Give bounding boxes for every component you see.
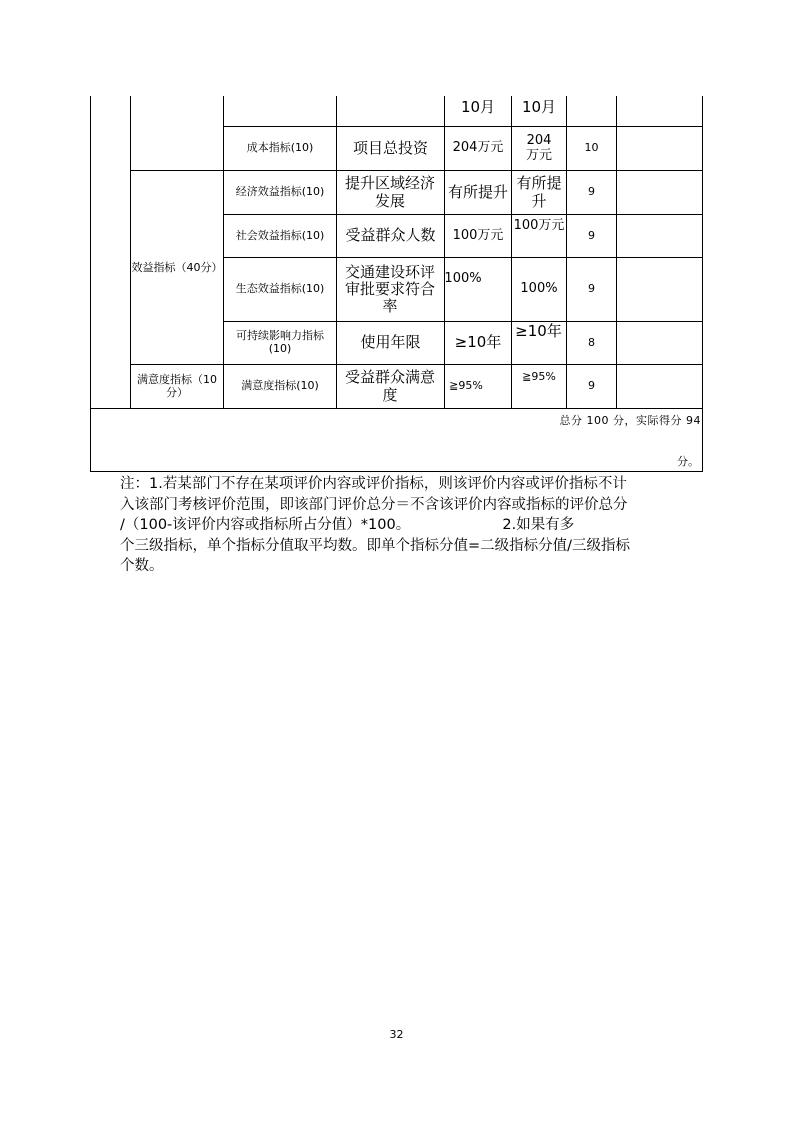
border-bottom <box>90 471 703 472</box>
target-value: 100% <box>444 270 482 286</box>
actual-value: ≧95% <box>522 369 556 383</box>
actual-value: ≥10年 <box>515 322 562 341</box>
third-level-indicator: 可持续影响力指标(10) <box>236 329 324 355</box>
score-value: 9 <box>588 228 595 242</box>
actual-value: 100万元 <box>513 217 565 233</box>
row-line-7 <box>90 408 703 409</box>
score-value: 9 <box>588 379 595 393</box>
indicator-name: 提升区域经济发展 <box>344 174 435 210</box>
performance-table <box>90 96 703 472</box>
total-score-suffix: 分。 <box>677 455 699 468</box>
third-level-indicator: 经济效益指标(10) <box>235 185 325 199</box>
footnote-line: 注：1.若某部门不存在某项评价内容或评价指标，则该评价内容或评价指标不计 <box>120 476 627 492</box>
indicator-name: 使用年限 <box>360 333 421 352</box>
footnote-line: /（100-该评价内容或指标所占分值）*100。 2.如果有多 <box>120 517 575 533</box>
actual-value: 有所提升 <box>516 174 562 210</box>
total-score-text: 总分 100 分，实际得分 94 <box>559 414 701 427</box>
score-value: 10 <box>584 141 599 155</box>
footnote-line: 入该部门考核评价范围，即该部门评价总分＝不含该评价内容或指标的评价总分 <box>120 496 628 513</box>
indicator-name: 受益群众人数 <box>345 226 436 245</box>
page-number: 32 <box>389 1028 404 1041</box>
second-level-indicator: 效益指标（40分） <box>131 260 223 274</box>
target-value: 有所提升 <box>447 182 508 201</box>
border-right <box>702 96 703 472</box>
col-divider-7 <box>616 96 617 409</box>
actual-value: 204万元 <box>525 132 552 163</box>
footnote-line: 个数。 <box>120 558 164 574</box>
footnote-line: 个三级指标，单个指标分值取平均数。即单个指标分值=二级指标分值/三级指标 <box>120 537 631 554</box>
score-value: 9 <box>588 185 595 199</box>
target-value: 10月 <box>460 98 496 117</box>
score-value: 8 <box>588 335 595 349</box>
third-level-indicator: 满意度指标(10) <box>241 379 319 393</box>
second-level-indicator: 满意度指标（10分） <box>137 372 217 399</box>
footnote <box>120 474 680 577</box>
target-value: ≧95% <box>449 379 483 393</box>
target-value: ≥10年 <box>454 333 502 352</box>
col-divider-5 <box>511 96 512 409</box>
border-left <box>90 96 91 472</box>
indicator-name: 项目总投资 <box>352 138 428 157</box>
score-value: 9 <box>588 282 595 296</box>
target-value: 100万元 <box>452 227 504 243</box>
third-level-indicator: 生态效益指标(10) <box>235 282 325 296</box>
third-level-indicator: 社会效益指标(10) <box>235 228 325 242</box>
actual-value: 100% <box>520 281 558 297</box>
actual-value: 10月 <box>521 98 557 117</box>
third-level-indicator: 成本指标(10) <box>246 141 314 155</box>
target-value: 204万元 <box>452 140 504 156</box>
indicator-name: 交通建设环评审批要求符合率 <box>344 262 435 316</box>
indicator-name: 受益群众满意度 <box>344 368 435 404</box>
